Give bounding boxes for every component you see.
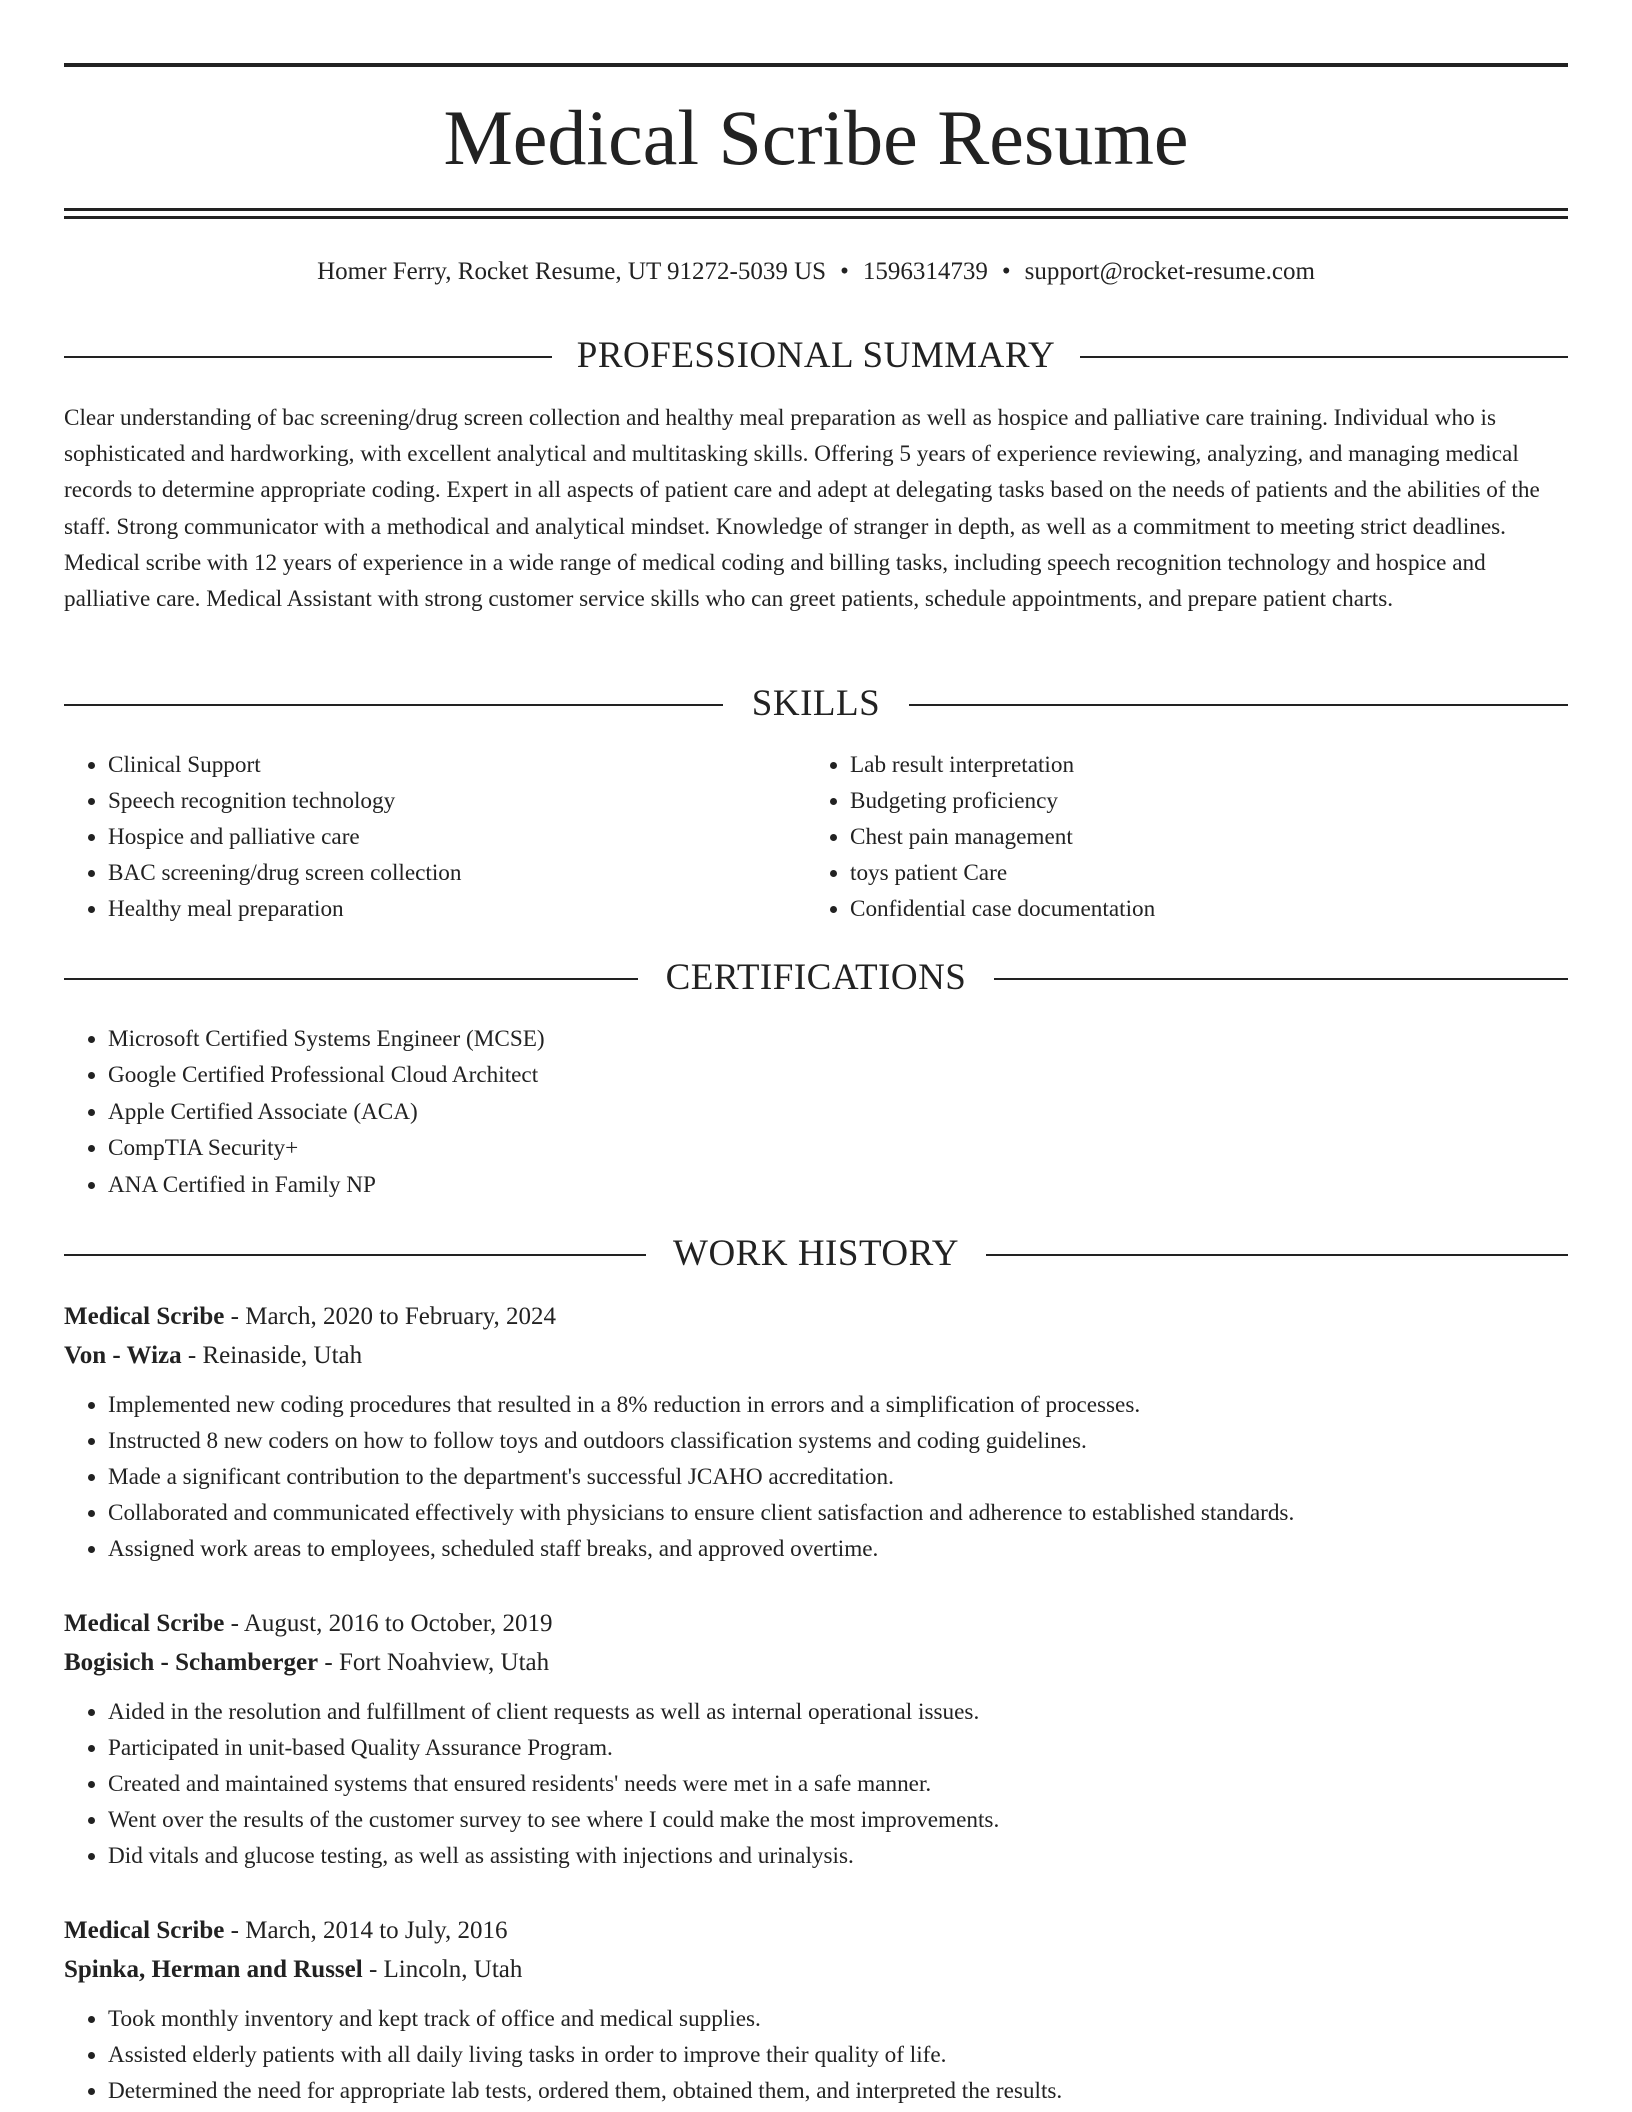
job-duty: • Instructed 8 new coders on how to follow toys and outdoors classification systems and coding guidelines. <box>108 1423 1568 1459</box>
job-duties-list <box>64 1387 1568 1567</box>
job-duty: • Went over the results of the customer survey to see where I could make the most improvements. <box>108 1802 1568 1838</box>
certifications-block <box>64 1021 1568 1203</box>
job-company: Bogisich - Schamberger <box>64 1649 319 1676</box>
section-title-work-history: WORK HISTORY <box>673 1233 959 1274</box>
section-title-summary: PROFESSIONAL SUMMARY <box>576 335 1056 376</box>
job-company-line <box>64 1337 1568 1377</box>
skill-item: • Speech recognition technology <box>108 783 764 819</box>
skill-item: • BAC screening/drug screen collection <box>108 855 764 891</box>
job-role-line <box>64 1298 1568 1337</box>
job-role: Medical Scribe <box>64 1303 225 1330</box>
job-duty: • Aided in the resolution and fulfillment of client requests as well as internal operational issues. <box>108 1694 1568 1730</box>
skill-item: • Healthy meal preparation <box>108 891 764 927</box>
job-duty: • Created and maintained systems that ensured residents' needs were met in a safe manner. <box>108 1766 1568 1802</box>
section-heading-summary <box>64 332 1568 380</box>
job-company-line <box>64 1951 1568 1991</box>
job-entry <box>64 1912 1568 2109</box>
job-duty: • Assigned work areas to employees, scheduled staff breaks, and approved overtime. <box>108 1531 1568 1567</box>
job-location: - Reinaside, Utah <box>181 1342 363 1369</box>
resume-title: Medical Scribe Resume <box>443 94 1189 181</box>
contact-separator: • <box>1001 258 1011 285</box>
job-entry <box>64 1298 1568 1567</box>
contact-address: Homer Ferry, Rocket Resume, UT 91272-5039 US <box>317 258 827 285</box>
title-rule-lower <box>64 216 1568 219</box>
job-dates: - March, 2020 to February, 2024 <box>224 1303 557 1330</box>
job-duty: • Made a significant contribution to the department's successful JCAHO accreditation. <box>108 1459 1568 1495</box>
job-duty: • Did vitals and glucose testing, as well as assisting with injections and urinalysis. <box>108 1838 1568 1874</box>
contact-phone: 1596314739 <box>862 258 988 285</box>
skill-item: • Lab result interpretation <box>850 747 1566 783</box>
job-dates: - March, 2014 to July, 2016 <box>224 1917 508 1944</box>
contact-separator: • <box>840 258 849 285</box>
job-role: Medical Scribe <box>64 1917 225 1944</box>
certification-item: • Microsoft Certified Systems Engineer (MCSE) <box>108 1021 1568 1057</box>
section-title-certifications: CERTIFICATIONS <box>665 957 967 998</box>
job-role: Medical Scribe <box>64 1610 225 1637</box>
skill-item: • toys patient Care <box>850 855 1566 891</box>
section-heading-certifications <box>64 954 1568 1002</box>
summary-text: Clear understanding of bac screening/drug screen collection and healthy meal preparation as well as hospice and palliative care training. Individual who is sophisticated and hardworking, with excellent analytical and multitasking skills. Offering 5 years of experience reviewing, analyzing, and managing medical records to determine appropriate coding. Expert in all aspects of patient care and adept at delegating tasks based on the needs of patients and the abilities of the staff. Strong communicator with a methodical and analytical mindset. Knowledge of stranger in depth, as well as a commitment to meeting strict deadlines. Medical scribe with 12 years of experience in a wide range of medical coding and billing tasks, including speech recognition technology and hospice and palliative care. Medical Assistant with strong customer service skills who can greet patients, schedule appointments, and prepare patient charts. <box>64 405 1540 613</box>
contact-email: support@rocket-resume.com <box>1024 258 1315 285</box>
skills-list-right <box>806 747 1566 927</box>
certifications-list <box>64 1021 1568 1203</box>
certification-item: • CompTIA Security+ <box>108 1130 1568 1166</box>
top-rule <box>64 63 1568 67</box>
certification-item: • Google Certified Professional Cloud Architect <box>108 1057 1568 1093</box>
job-location: - Fort Noahview, Utah <box>318 1649 550 1676</box>
job-dates: - August, 2016 to October, 2019 <box>224 1610 553 1637</box>
skill-item: • Confidential case documentation <box>850 891 1566 927</box>
job-duty: • Implemented new coding procedures that resulted in a 8% reduction in errors and a simplification of processes. <box>108 1387 1568 1423</box>
certification-item: • Apple Certified Associate (ACA) <box>108 1094 1568 1130</box>
job-role-line <box>64 1605 1568 1644</box>
job-role-line <box>64 1912 1568 1951</box>
job-duty: • Took monthly inventory and kept track of office and medical supplies. <box>108 2001 1568 2037</box>
section-heading-skills <box>64 680 1568 728</box>
section-title-skills: SKILLS <box>751 683 881 724</box>
job-duty: • Participated in unit-based Quality Assurance Program. <box>108 1730 1568 1766</box>
job-duty: • Determined the need for appropriate lab tests, ordered them, obtained them, and interpreted the results. <box>108 2073 1568 2109</box>
section-heading-work-history <box>64 1230 1568 1278</box>
skill-item: • Chest pain management <box>850 819 1566 855</box>
title-rule-upper <box>64 208 1568 211</box>
job-company: Spinka, Herman and Russel <box>64 1956 363 1983</box>
certification-item: • ANA Certified in Family NP <box>108 1167 1568 1203</box>
skills-column-right <box>806 747 1566 927</box>
job-company-line <box>64 1644 1568 1684</box>
job-duty: • Assisted elderly patients with all daily living tasks in order to improve their quality of life. <box>108 2037 1568 2073</box>
skill-item: • Budgeting proficiency <box>850 783 1566 819</box>
job-duties-list <box>64 2001 1568 2109</box>
job-duty: • Collaborated and communicated effectively with physicians to ensure client satisfaction and adherence to established standards. <box>108 1495 1568 1531</box>
job-location: - Lincoln, Utah <box>362 1956 523 1983</box>
skill-item: • Clinical Support <box>108 747 764 783</box>
job-entry <box>64 1605 1568 1874</box>
contact-line <box>64 254 1568 290</box>
skills-list-left <box>64 747 764 927</box>
job-duties-list <box>64 1694 1568 1874</box>
skills-column-left <box>64 747 764 927</box>
skill-item: • Hospice and palliative care <box>108 819 764 855</box>
job-company: Von - Wiza <box>64 1342 182 1369</box>
